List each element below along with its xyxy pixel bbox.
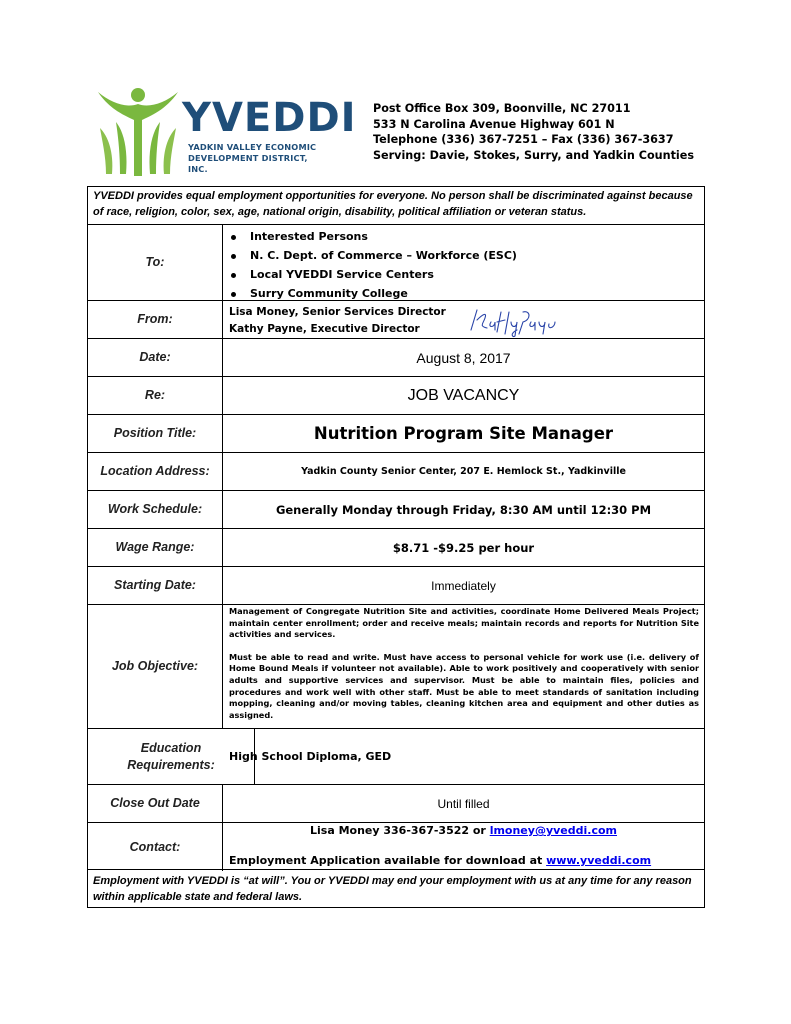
- at-will-notice: Employment with YVEDDI is “at will”. You or YVEDDI may end your employment with us at any time for any reason within applicable state and federal laws.: [88, 869, 704, 907]
- logo-subtitle-line1: YADKIN VALLEY ECONOMIC: [188, 142, 317, 152]
- value-position: Nutrition Program Site Manager: [313, 424, 614, 443]
- label-starting: Starting Date:: [88, 567, 223, 604]
- bullet-icon: [231, 235, 236, 240]
- label-from: From:: [88, 301, 223, 338]
- value-location: Yadkin County Senior Center, 207 E. Hemlock St., Yadkinville: [301, 466, 626, 477]
- contact-line: Lisa Money 336-367-3522 or lmoney@yveddi.com: [310, 824, 617, 837]
- address-line: Post Office Box 309, Boonville, NC 27011: [373, 102, 631, 115]
- address-line: Serving: Davie, Stokes, Surry, and Yadkin Counties: [373, 148, 695, 162]
- recipient-list: [229, 227, 517, 303]
- value-date: August 8, 2017: [416, 349, 511, 366]
- from-names: [229, 304, 446, 338]
- label-date: Date:: [88, 339, 223, 376]
- list-item: Local YVEDDI Service Centers: [229, 265, 517, 284]
- value-starting: Immediately: [431, 578, 496, 593]
- row-from: [88, 301, 704, 339]
- bullet-icon: [231, 292, 236, 297]
- list-item: N. C. Dept. of Commerce – Workforce (ESC): [229, 246, 517, 265]
- row-starting: [88, 567, 704, 605]
- value-re: JOB VACANCY: [407, 386, 520, 404]
- from-line: Kathy Payne, Executive Director: [229, 323, 420, 335]
- logo-subtitle: [188, 142, 330, 175]
- label-wage: Wage Range:: [88, 529, 223, 566]
- row-closeout: [88, 785, 704, 823]
- row-position: [88, 415, 704, 453]
- logo-name: YVEDDI: [182, 95, 357, 141]
- logo-subtitle-line2: DEVELOPMENT DISTRICT, INC.: [188, 153, 308, 174]
- yveddi-logo: [92, 86, 357, 178]
- application-line: Employment Application available for download at www.yveddi.com: [229, 854, 652, 867]
- logo-figure-icon: [92, 86, 187, 178]
- bullet-icon: [231, 254, 236, 259]
- label-contact: Contact:: [88, 823, 223, 871]
- value-schedule: Generally Monday through Friday, 8:30 AM until 12:30 PM: [275, 502, 652, 517]
- list-item: Surry Community College: [229, 284, 517, 303]
- address-line: Telephone (336) 367-7251 – Fax (336) 367-3637: [373, 133, 674, 146]
- label-re: Re:: [88, 377, 223, 414]
- eeo-notice: YVEDDI provides equal employment opportunities for everyone. No person shall be discriminated against because of race, religion, color, sex, age, national origin, disability, political affiliation or veteran status.: [88, 187, 704, 225]
- job-objective-text: [229, 606, 699, 721]
- address-line: 533 N Carolina Avenue Highway 601 N: [373, 117, 615, 131]
- label-closeout: Close Out Date: [88, 785, 223, 822]
- vacancy-table: [87, 186, 705, 908]
- row-location: [88, 453, 704, 491]
- row-schedule: [88, 491, 704, 529]
- label-to: To:: [88, 225, 223, 300]
- value-from: [223, 301, 704, 338]
- row-education: [88, 729, 704, 785]
- value-objective: [223, 605, 704, 728]
- label-education: Education Requirements:: [88, 729, 255, 784]
- label-objective: Job Objective:: [88, 605, 223, 728]
- signature-image: [465, 304, 557, 338]
- email-link[interactable]: lmoney@yveddi.com: [489, 824, 617, 837]
- label-position: Position Title:: [88, 415, 223, 452]
- website-link[interactable]: www.yveddi.com: [546, 854, 652, 867]
- bullet-icon: [231, 273, 236, 278]
- objective-paragraph: Must be able to read and write. Must have access to personal vehicle for work use (i.e. delivery of Home Bound Meals if volunteer not available). Able to work positively and cooperatively with senior adults and supportive services and supervisor. Must be able to maintain files, policies and procedures and work well with other staff. Must be able to meet standards of sanitation including mopping, cleaning and/or moving tables, cleaning kitchen area and equipment and other duties as assigned.: [229, 651, 699, 720]
- row-re: [88, 377, 704, 415]
- value-education: High School Diploma, GED: [229, 750, 392, 763]
- row-contact: [88, 823, 704, 871]
- value-closeout: Until filled: [437, 796, 490, 811]
- row-objective: [88, 605, 704, 729]
- label-location: Location Address:: [88, 453, 223, 490]
- row-to: [88, 225, 704, 301]
- from-line: Lisa Money, Senior Services Director: [229, 306, 446, 318]
- value-to: [223, 225, 704, 300]
- address-block: [373, 101, 694, 163]
- row-wage: [88, 529, 704, 567]
- value-wage: $8.71 -$9.25 per hour: [392, 540, 535, 555]
- objective-paragraph: Management of Congregate Nutrition Site and activities, coordinate Home Delivered Meals Project; maintain center enrollment; order and receive meals; maintain records and reports for Nutrition Site activities and services.: [229, 606, 699, 640]
- value-contact: [223, 823, 704, 871]
- label-schedule: Work Schedule:: [88, 491, 223, 528]
- row-date: [88, 339, 704, 377]
- list-item: Interested Persons: [229, 227, 517, 246]
